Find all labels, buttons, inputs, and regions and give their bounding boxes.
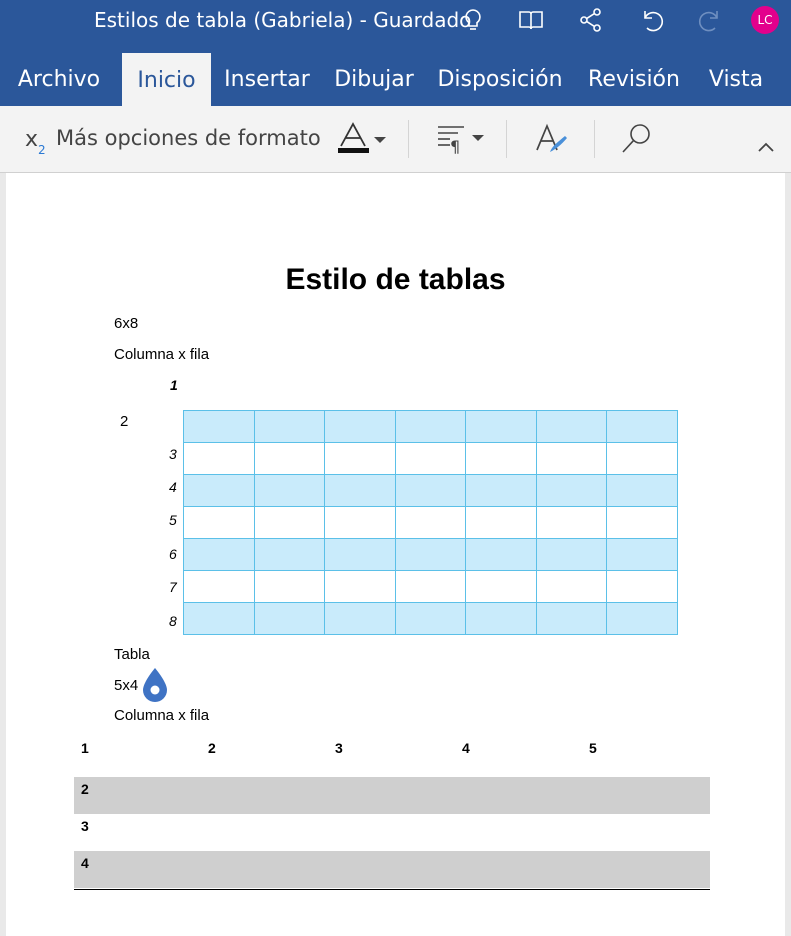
table2-axis-label: Columna x fila [114,707,210,724]
table-row [184,411,678,443]
table-cell[interactable] [184,603,255,635]
subscript-icon[interactable] [24,124,52,156]
table-row[interactable] [74,814,710,851]
book-icon[interactable] [517,6,545,34]
table1-dims-label: 6x8 [114,315,139,332]
ribbon-toolbar [0,106,791,173]
table2-header-cell: 2 [208,740,216,756]
table-cell[interactable] [254,475,325,507]
table-cell[interactable] [466,539,537,571]
table-row[interactable] [74,777,710,814]
table-cell[interactable] [184,571,255,603]
more-format-options[interactable]: Más opciones de formato [56,126,321,150]
table-cell[interactable] [325,507,396,539]
table-cell[interactable] [607,539,678,571]
share-icon[interactable] [577,6,605,34]
table2-row-label: 4 [81,855,89,871]
table-cell[interactable] [607,571,678,603]
table1-row-number: 4 [169,479,177,495]
table2-header-cell: 5 [589,740,597,756]
tab-inicio[interactable]: Inicio [122,53,211,106]
table-cell[interactable] [607,411,678,443]
table-cell[interactable] [395,539,466,571]
table-cell[interactable] [607,475,678,507]
table-cell[interactable] [254,443,325,475]
table-cell[interactable] [466,571,537,603]
title-bar [0,0,791,52]
lightbulb-icon[interactable] [459,6,487,34]
table-cell[interactable] [536,603,607,635]
table2-row-label: 2 [81,781,89,797]
text-cursor-handle-icon[interactable] [142,667,168,703]
table-cell[interactable] [325,571,396,603]
table-cell[interactable] [395,411,466,443]
table2-bottom-border [74,889,710,890]
table1-col-header: 1 [170,377,178,393]
document-page[interactable] [6,173,785,936]
table-cell[interactable] [325,443,396,475]
avatar[interactable]: LC [751,6,779,34]
tab-dibujar[interactable]: Dibujar [334,67,414,92]
table-cell[interactable] [395,571,466,603]
table-cell[interactable] [466,443,537,475]
table-row [184,571,678,603]
paragraph-format-icon[interactable] [436,124,488,154]
table2-header-cell: 3 [335,740,343,756]
table-cell[interactable] [184,507,255,539]
table-cell[interactable] [254,571,325,603]
table-row [184,539,678,571]
table-cell[interactable] [395,475,466,507]
table-cell[interactable] [536,539,607,571]
table-row [184,603,678,635]
table-cell[interactable] [184,475,255,507]
table2[interactable] [74,777,710,888]
table-cell[interactable] [466,603,537,635]
table-cell[interactable] [254,539,325,571]
tab-vista[interactable]: Vista [708,67,764,92]
table-row [184,443,678,475]
svg-text:2: 2 [38,143,46,156]
table-caption: Tabla [114,646,150,663]
toolbar-divider [408,120,409,158]
table-cell[interactable] [184,443,255,475]
document-heading: Estilo de tablas [285,263,506,296]
table2-header-cell: 1 [81,740,89,756]
table-cell[interactable] [325,411,396,443]
table-cell[interactable] [536,411,607,443]
svg-text:x: x [25,127,39,152]
table1-row-label: 2 [120,413,129,430]
table-cell[interactable] [536,507,607,539]
tab-disposicion[interactable]: Disposición [437,67,563,92]
table-row [184,475,678,507]
table-cell[interactable] [184,539,255,571]
table-cell[interactable] [325,603,396,635]
table-cell[interactable] [607,507,678,539]
table1[interactable] [183,410,678,635]
search-icon[interactable] [620,122,654,156]
tab-archivo[interactable]: Archivo [17,67,101,92]
toolbar-divider [594,120,595,158]
table2-header-cell: 4 [462,740,470,756]
table1-axis-label: Columna x fila [114,346,210,363]
document-title: Estilos de tabla (Gabriela) - Guardado [94,8,472,32]
tab-revision[interactable]: Revisión [588,67,680,92]
svg-text:¶: ¶ [450,137,461,154]
table-cell[interactable] [325,475,396,507]
table-cell[interactable] [536,475,607,507]
table-row[interactable] [74,851,710,888]
table-cell[interactable] [184,411,255,443]
toolbar-divider [506,120,507,158]
table1-row-number: 3 [169,446,177,462]
table1-row-number: 6 [169,546,177,562]
table-cell[interactable] [536,571,607,603]
table-cell[interactable] [466,411,537,443]
redo-icon[interactable] [697,6,725,34]
table1-row-number: 7 [169,579,177,595]
font-color-icon[interactable] [336,122,390,156]
table1-row-number: 8 [169,613,177,629]
styles-icon[interactable] [534,122,568,156]
table-cell[interactable] [466,507,537,539]
tab-insertar[interactable]: Insertar [224,67,310,92]
table-cell[interactable] [254,507,325,539]
collapse-ribbon-icon[interactable] [756,140,776,154]
table-cell[interactable] [607,603,678,635]
table-cell[interactable] [395,603,466,635]
table2-dims-label: 5x4 [114,677,139,694]
table-cell[interactable] [607,443,678,475]
table1-row-number: 5 [169,512,177,528]
undo-icon[interactable] [637,6,665,34]
table-cell[interactable] [395,507,466,539]
ribbon-tabs [0,52,791,106]
table-cell[interactable] [325,539,396,571]
table-cell[interactable] [254,411,325,443]
table2-row-label: 3 [81,818,89,834]
table-cell[interactable] [466,475,537,507]
table-cell[interactable] [254,603,325,635]
table-row [184,507,678,539]
table-cell[interactable] [395,443,466,475]
table-cell[interactable] [536,443,607,475]
